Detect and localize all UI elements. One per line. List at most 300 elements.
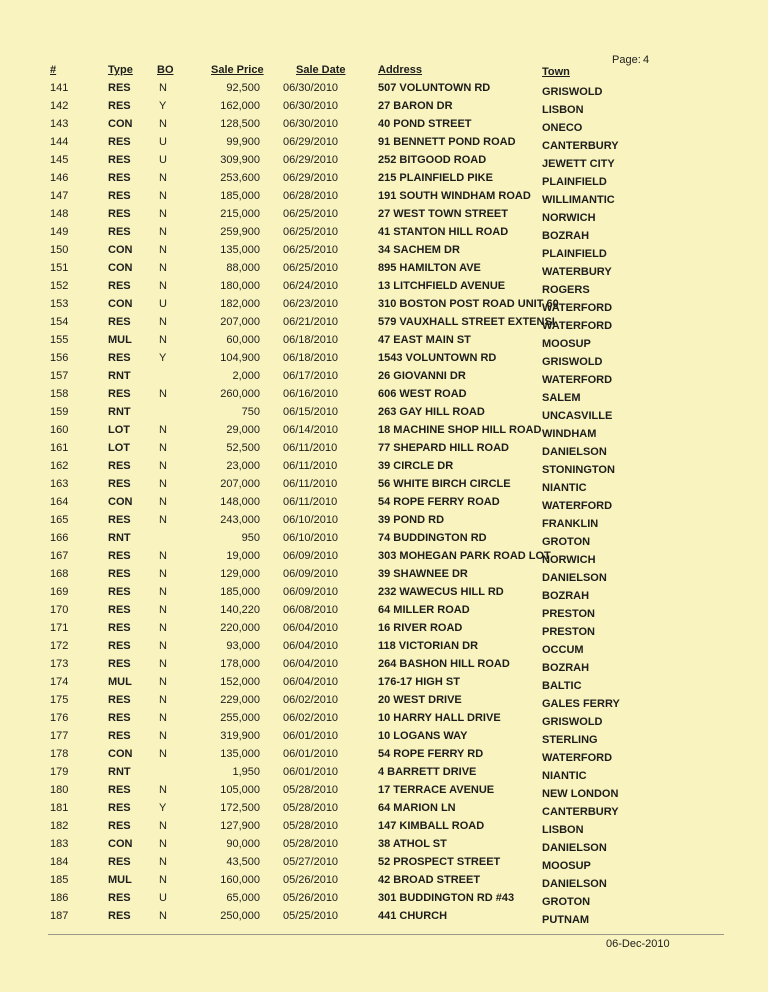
table-row xyxy=(0,424,768,442)
cell-num: 170 xyxy=(50,604,69,616)
cell-bo: N xyxy=(159,334,167,346)
cell-sale-price: 172,500 xyxy=(220,802,260,814)
cell-address: 310 BOSTON POST ROAD UNIT 60 xyxy=(378,298,559,310)
cell-sale-price: 140,220 xyxy=(220,604,260,616)
cell-address: 606 WEST ROAD xyxy=(378,388,467,400)
table-row xyxy=(0,694,768,712)
cell-type: RNT xyxy=(108,532,131,544)
cell-sale-date: 06/04/2010 xyxy=(283,676,339,688)
cell-num: 182 xyxy=(50,820,69,832)
cell-type: CON xyxy=(108,298,133,310)
cell-type: CON xyxy=(108,748,133,760)
cell-num: 150 xyxy=(50,244,69,256)
table-row xyxy=(0,604,768,622)
cell-num: 168 xyxy=(50,568,69,580)
cell-town: NORWICH xyxy=(542,554,596,566)
cell-sale-price: 52,500 xyxy=(226,442,260,454)
table-row xyxy=(0,82,768,100)
cell-type: RNT xyxy=(108,766,131,778)
cell-bo: N xyxy=(159,316,167,328)
cell-town: OCCUM xyxy=(542,644,584,656)
cell-sale-price: 99,900 xyxy=(226,136,260,148)
col-header-address: Address xyxy=(378,64,423,76)
cell-num: 184 xyxy=(50,856,69,868)
footer-divider xyxy=(48,934,724,935)
cell-bo: N xyxy=(159,820,167,832)
cell-address: 74 BUDDINGTON RD xyxy=(378,532,487,544)
cell-sale-price: 253,600 xyxy=(220,172,260,184)
cell-sale-date: 05/26/2010 xyxy=(283,892,339,904)
cell-bo: N xyxy=(159,622,167,634)
cell-num: 145 xyxy=(50,154,69,166)
cell-address: 26 GIOVANNI DR xyxy=(378,370,466,382)
cell-town: PLAINFIELD xyxy=(542,176,607,188)
cell-sale-price: 259,900 xyxy=(220,226,260,238)
cell-type: RES xyxy=(108,154,131,166)
cell-town: LISBON xyxy=(542,824,584,836)
table-row xyxy=(0,586,768,604)
cell-bo: N xyxy=(159,586,167,598)
table-row xyxy=(0,406,768,424)
table-row xyxy=(0,712,768,730)
cell-num: 158 xyxy=(50,388,69,400)
cell-type: RES xyxy=(108,172,131,184)
cell-town: DANIELSON xyxy=(542,842,607,854)
cell-sale-price: 105,000 xyxy=(220,784,260,796)
cell-type: LOT xyxy=(108,442,130,454)
cell-town: WATERFORD xyxy=(542,500,613,512)
cell-num: 141 xyxy=(50,82,69,94)
cell-address: 39 SHAWNEE DR xyxy=(378,568,468,580)
col-header-sale-date: Sale Date xyxy=(296,64,346,76)
cell-sale-date: 06/04/2010 xyxy=(283,622,339,634)
cell-type: RES xyxy=(108,316,131,328)
cell-sale-price: 88,000 xyxy=(226,262,260,274)
cell-town: STERLING xyxy=(542,734,598,746)
cell-bo: N xyxy=(159,82,167,94)
cell-town: WATERFORD xyxy=(542,320,613,332)
cell-num: 148 xyxy=(50,208,69,220)
cell-address: 47 EAST MAIN ST xyxy=(378,334,471,346)
cell-sale-price: 207,000 xyxy=(220,316,260,328)
cell-num: 146 xyxy=(50,172,69,184)
cell-bo: N xyxy=(159,244,167,256)
cell-num: 178 xyxy=(50,748,69,760)
cell-town: MOOSUP xyxy=(542,338,591,350)
cell-sale-date: 06/04/2010 xyxy=(283,658,339,670)
cell-type: RES xyxy=(108,784,131,796)
cell-town: FRANKLIN xyxy=(542,518,599,530)
cell-address: 41 STANTON HILL ROAD xyxy=(378,226,509,238)
cell-type: RES xyxy=(108,514,131,526)
cell-type: CON xyxy=(108,244,133,256)
cell-bo: N xyxy=(159,496,167,508)
cell-num: 157 xyxy=(50,370,69,382)
cell-sale-date: 06/01/2010 xyxy=(283,748,339,760)
cell-town: JEWETT CITY xyxy=(542,158,615,170)
cell-type: RES xyxy=(108,226,131,238)
cell-sale-date: 06/18/2010 xyxy=(283,334,339,346)
cell-sale-date: 06/09/2010 xyxy=(283,568,339,580)
cell-town: CANTERBURY xyxy=(542,806,619,818)
cell-num: 167 xyxy=(50,550,69,562)
cell-town: NIANTIC xyxy=(542,770,587,782)
table-row xyxy=(0,766,768,784)
cell-address: 176-17 HIGH ST xyxy=(378,676,460,688)
cell-bo: N xyxy=(159,190,167,202)
col-header-town: Town xyxy=(542,66,570,78)
cell-sale-date: 05/26/2010 xyxy=(283,874,339,886)
cell-sale-date: 06/10/2010 xyxy=(283,532,339,544)
cell-bo: N xyxy=(159,856,167,868)
cell-town: NORWICH xyxy=(542,212,596,224)
cell-sale-date: 06/02/2010 xyxy=(283,712,339,724)
table-row xyxy=(0,784,768,802)
table-row xyxy=(0,154,768,172)
cell-address: 77 SHEPARD HILL ROAD xyxy=(378,442,510,454)
cell-address: 10 LOGANS WAY xyxy=(378,730,468,742)
cell-address: 252 BITGOOD ROAD xyxy=(378,154,487,166)
table-row xyxy=(0,622,768,640)
cell-address: 54 ROPE FERRY RD xyxy=(378,748,484,760)
cell-sale-date: 06/15/2010 xyxy=(283,406,339,418)
table-row xyxy=(0,478,768,496)
cell-type: RES xyxy=(108,478,131,490)
cell-num: 166 xyxy=(50,532,69,544)
cell-sale-price: 90,000 xyxy=(226,838,260,850)
cell-bo: N xyxy=(159,226,167,238)
cell-type: RES xyxy=(108,352,131,364)
cell-sale-date: 06/30/2010 xyxy=(283,82,339,94)
cell-type: RES xyxy=(108,712,131,724)
cell-type: RES xyxy=(108,856,131,868)
table-row xyxy=(0,838,768,856)
cell-bo: Y xyxy=(159,802,167,814)
cell-num: 172 xyxy=(50,640,69,652)
table-row xyxy=(0,532,768,550)
cell-town: BOZRAH xyxy=(542,230,590,242)
cell-sale-price: 60,000 xyxy=(226,334,260,346)
cell-town: ONECO xyxy=(542,122,583,134)
cell-sale-price: 135,000 xyxy=(220,244,260,256)
cell-sale-date: 06/11/2010 xyxy=(283,496,338,508)
cell-address: 27 WEST TOWN STREET xyxy=(378,208,508,220)
cell-type: RES xyxy=(108,658,131,670)
table-row xyxy=(0,820,768,838)
cell-num: 153 xyxy=(50,298,69,310)
cell-sale-date: 06/18/2010 xyxy=(283,352,339,364)
cell-num: 181 xyxy=(50,802,69,814)
cell-bo: N xyxy=(159,550,167,562)
table-row xyxy=(0,244,768,262)
cell-sale-price: 65,000 xyxy=(226,892,260,904)
table-row xyxy=(0,136,768,154)
cell-type: RNT xyxy=(108,406,131,418)
table-row xyxy=(0,370,768,388)
cell-num: 144 xyxy=(50,136,69,148)
cell-town: WATERFORD xyxy=(542,374,613,386)
cell-town: SALEM xyxy=(542,392,581,404)
table-row xyxy=(0,676,768,694)
cell-type: RES xyxy=(108,388,131,400)
cell-bo: N xyxy=(159,262,167,274)
cell-sale-date: 06/17/2010 xyxy=(283,370,339,382)
cell-sale-date: 06/28/2010 xyxy=(283,190,339,202)
cell-town: WATERFORD xyxy=(542,302,613,314)
table-row xyxy=(0,856,768,874)
cell-address: 301 BUDDINGTON RD #43 xyxy=(378,892,515,904)
cell-address: 39 POND RD xyxy=(378,514,445,526)
cell-sale-date: 06/25/2010 xyxy=(283,208,339,220)
cell-address: 441 CHURCH xyxy=(378,910,448,922)
cell-bo: N xyxy=(159,910,167,922)
cell-type: RES xyxy=(108,100,131,112)
cell-address: 13 LITCHFIELD AVENUE xyxy=(378,280,506,292)
cell-sale-price: 178,000 xyxy=(220,658,260,670)
cell-sale-price: 185,000 xyxy=(220,190,260,202)
cell-town: WILLIMANTIC xyxy=(542,194,615,206)
cell-sale-price: 220,000 xyxy=(220,622,260,634)
cell-num: 149 xyxy=(50,226,69,238)
cell-bo: Y xyxy=(159,352,167,364)
col-header-type: Type xyxy=(108,64,133,76)
cell-bo: N xyxy=(159,280,167,292)
table-row xyxy=(0,100,768,118)
table-row xyxy=(0,352,768,370)
cell-sale-date: 06/29/2010 xyxy=(283,136,339,148)
cell-sale-price: 309,900 xyxy=(220,154,260,166)
table-row xyxy=(0,874,768,892)
cell-bo: N xyxy=(159,208,167,220)
cell-bo: N xyxy=(159,784,167,796)
cell-type: RES xyxy=(108,820,131,832)
cell-town: GRISWOLD xyxy=(542,86,603,98)
table-row xyxy=(0,730,768,748)
table-row xyxy=(0,172,768,190)
cell-num: 159 xyxy=(50,406,69,418)
cell-sale-price: 950 xyxy=(241,532,260,544)
cell-sale-date: 05/28/2010 xyxy=(283,820,339,832)
cell-address: 895 HAMILTON AVE xyxy=(378,262,481,274)
cell-town: GROTON xyxy=(542,896,591,908)
cell-town: DANIELSON xyxy=(542,878,607,890)
cell-town: DANIELSON xyxy=(542,446,607,458)
cell-address: 18 MACHINE SHOP HILL ROAD xyxy=(378,424,542,436)
table-row xyxy=(0,658,768,676)
cell-type: LOT xyxy=(108,424,130,436)
cell-town: PRESTON xyxy=(542,626,595,638)
cell-address: 232 WAWECUS HILL RD xyxy=(378,586,504,598)
table-row xyxy=(0,802,768,820)
cell-num: 173 xyxy=(50,658,69,670)
cell-address: 39 CIRCLE DR xyxy=(378,460,454,472)
cell-town: BALTIC xyxy=(542,680,582,692)
cell-num: 177 xyxy=(50,730,69,742)
table-row xyxy=(0,298,768,316)
cell-address: 264 BASHON HILL ROAD xyxy=(378,658,510,670)
cell-bo: U xyxy=(159,136,167,148)
table-row xyxy=(0,316,768,334)
cell-address: 56 WHITE BIRCH CIRCLE xyxy=(378,478,511,490)
cell-num: 152 xyxy=(50,280,69,292)
cell-address: 263 GAY HILL ROAD xyxy=(378,406,485,418)
cell-town: BOZRAH xyxy=(542,662,590,674)
cell-town: WINDHAM xyxy=(542,428,597,440)
table-row xyxy=(0,748,768,766)
cell-town: CANTERBURY xyxy=(542,140,619,152)
cell-sale-date: 06/25/2010 xyxy=(283,226,339,238)
cell-sale-price: 255,000 xyxy=(220,712,260,724)
cell-address: 16 RIVER ROAD xyxy=(378,622,463,634)
cell-sale-date: 06/16/2010 xyxy=(283,388,339,400)
cell-sale-date: 06/30/2010 xyxy=(283,118,339,130)
cell-sale-price: 129,000 xyxy=(220,568,260,580)
cell-bo: N xyxy=(159,838,167,850)
cell-sale-price: 207,000 xyxy=(220,478,260,490)
cell-bo: N xyxy=(159,424,167,436)
cell-sale-date: 05/25/2010 xyxy=(283,910,339,922)
cell-town: UNCASVILLE xyxy=(542,410,613,422)
cell-num: 169 xyxy=(50,586,69,598)
cell-num: 179 xyxy=(50,766,69,778)
cell-town: BOZRAH xyxy=(542,590,590,602)
cell-sale-date: 06/25/2010 xyxy=(283,244,339,256)
cell-address: 52 PROSPECT STREET xyxy=(378,856,501,868)
cell-type: RES xyxy=(108,622,131,634)
cell-address: 34 SACHEM DR xyxy=(378,244,460,256)
cell-sale-price: 23,000 xyxy=(226,460,260,472)
cell-type: MUL xyxy=(108,334,132,346)
cell-address: 64 MILLER ROAD xyxy=(378,604,470,616)
table-row xyxy=(0,388,768,406)
cell-town: ROGERS xyxy=(542,284,590,296)
cell-sale-price: 250,000 xyxy=(220,910,260,922)
cell-bo: N xyxy=(159,874,167,886)
cell-sale-price: 2,000 xyxy=(232,370,260,382)
cell-sale-date: 06/10/2010 xyxy=(283,514,339,526)
cell-num: 175 xyxy=(50,694,69,706)
cell-sale-price: 135,000 xyxy=(220,748,260,760)
cell-town: MOOSUP xyxy=(542,860,591,872)
cell-address: 64 MARION LN xyxy=(378,802,456,814)
cell-type: RNT xyxy=(108,370,131,382)
cell-type: RES xyxy=(108,604,131,616)
cell-town: DANIELSON xyxy=(542,572,607,584)
cell-num: 176 xyxy=(50,712,69,724)
cell-sale-date: 06/09/2010 xyxy=(283,586,339,598)
cell-bo: U xyxy=(159,892,167,904)
cell-town: PRESTON xyxy=(542,608,595,620)
table-row xyxy=(0,568,768,586)
cell-bo: U xyxy=(159,154,167,166)
cell-sale-date: 05/28/2010 xyxy=(283,802,339,814)
cell-address: 4 BARRETT DRIVE xyxy=(378,766,477,778)
cell-type: RES xyxy=(108,892,131,904)
cell-type: RES xyxy=(108,586,131,598)
footer-date: 06-Dec-2010 xyxy=(606,938,670,950)
cell-sale-date: 06/01/2010 xyxy=(283,730,339,742)
cell-sale-price: 260,000 xyxy=(220,388,260,400)
col-header-num: # xyxy=(50,64,57,76)
cell-address: 303 MOHEGAN PARK ROAD LOT xyxy=(378,550,551,562)
cell-sale-price: 127,900 xyxy=(220,820,260,832)
cell-sale-date: 06/04/2010 xyxy=(283,640,339,652)
table-row xyxy=(0,190,768,208)
cell-sale-price: 162,000 xyxy=(220,100,260,112)
page-label: Page: xyxy=(612,54,641,66)
cell-type: RES xyxy=(108,550,131,562)
cell-address: 147 KIMBALL ROAD xyxy=(378,820,485,832)
cell-num: 171 xyxy=(50,622,69,634)
col-header-sale-price: Sale Price xyxy=(211,64,264,76)
cell-sale-date: 06/29/2010 xyxy=(283,154,339,166)
cell-type: RES xyxy=(108,190,131,202)
cell-sale-date: 05/28/2010 xyxy=(283,838,339,850)
cell-bo: N xyxy=(159,172,167,184)
cell-type: RES xyxy=(108,910,131,922)
cell-type: RES xyxy=(108,460,131,472)
cell-bo: N xyxy=(159,694,167,706)
cell-bo: N xyxy=(159,676,167,688)
cell-town: LISBON xyxy=(542,104,584,116)
table-row xyxy=(0,550,768,568)
cell-town: PUTNAM xyxy=(542,914,590,926)
cell-sale-date: 06/11/2010 xyxy=(283,442,338,454)
cell-town: NEW LONDON xyxy=(542,788,619,800)
cell-address: 38 ATHOL ST xyxy=(378,838,447,850)
column-header-row xyxy=(0,64,768,78)
page-number: 4 xyxy=(643,54,650,66)
cell-sale-price: 92,500 xyxy=(226,82,260,94)
cell-type: RES xyxy=(108,640,131,652)
cell-bo: N xyxy=(159,658,167,670)
cell-type: RES xyxy=(108,802,131,814)
cell-num: 147 xyxy=(50,190,69,202)
cell-num: 155 xyxy=(50,334,69,346)
cell-sale-price: 243,000 xyxy=(220,514,260,526)
cell-address: 91 BENNETT POND ROAD xyxy=(378,136,516,148)
cell-sale-date: 06/02/2010 xyxy=(283,694,339,706)
cell-bo: N xyxy=(159,514,167,526)
cell-num: 164 xyxy=(50,496,69,508)
cell-address: 10 HARRY HALL DRIVE xyxy=(378,712,501,724)
cell-bo: N xyxy=(159,712,167,724)
cell-num: 142 xyxy=(50,100,69,112)
table-row xyxy=(0,892,768,910)
cell-sale-price: 43,500 xyxy=(226,856,260,868)
cell-type: RES xyxy=(108,136,131,148)
cell-address: 54 ROPE FERRY ROAD xyxy=(378,496,500,508)
cell-address: 20 WEST DRIVE xyxy=(378,694,462,706)
cell-num: 160 xyxy=(50,424,69,436)
table-row xyxy=(0,118,768,136)
cell-address: 118 VICTORIAN DR xyxy=(378,640,479,652)
cell-sale-date: 06/14/2010 xyxy=(283,424,339,436)
cell-town: WATERBURY xyxy=(542,266,612,278)
cell-bo: N xyxy=(159,604,167,616)
cell-num: 165 xyxy=(50,514,69,526)
cell-num: 187 xyxy=(50,910,69,922)
cell-town: NIANTIC xyxy=(542,482,587,494)
cell-sale-price: 104,900 xyxy=(220,352,260,364)
cell-sale-price: 19,000 xyxy=(226,550,260,562)
cell-type: RES xyxy=(108,208,131,220)
cell-address: 579 VAUXHALL STREET EXTENSI xyxy=(378,316,555,328)
cell-num: 174 xyxy=(50,676,69,688)
cell-type: RES xyxy=(108,568,131,580)
cell-town: STONINGTON xyxy=(542,464,615,476)
cell-sale-price: 319,900 xyxy=(220,730,260,742)
